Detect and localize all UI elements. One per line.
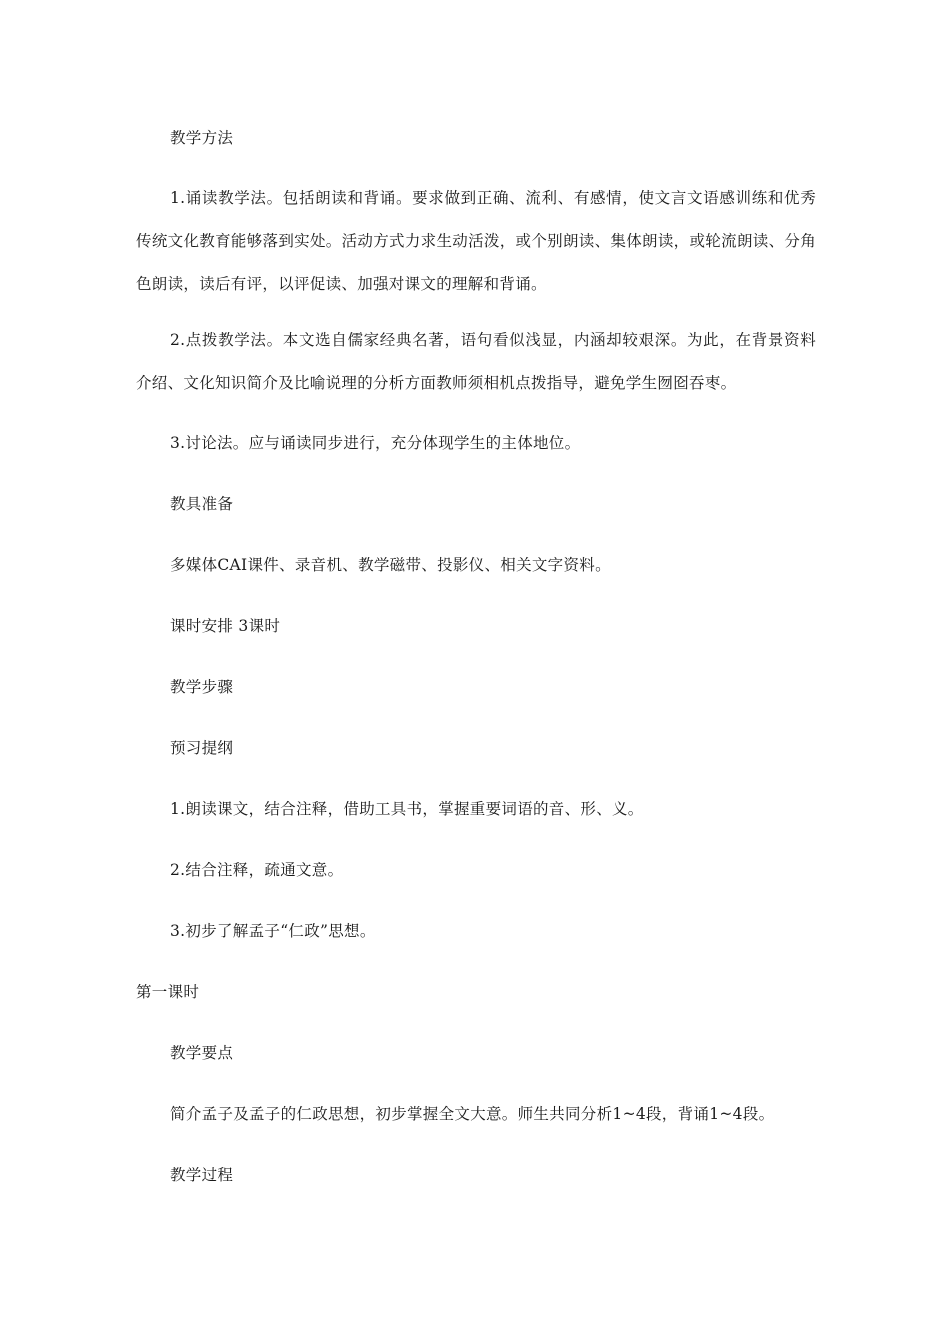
paragraph-teaching-tools: 多媒体CAI课件、录音机、教学磁带、投影仪、相关文字资料。 xyxy=(170,556,611,574)
paragraph-preview-2: 2.结合注释，疏通文意。 xyxy=(170,861,344,879)
paragraph-guidance-method: 2.点拨教学法。本文选自儒家经典名著，语句看似浅显，内涵却较艰深。为此，在背景资料介绍、文化知识简介及比喻说理的分析方面教师须相机点拨指导，避免学生囫囵吞枣。 xyxy=(136,331,816,392)
paragraph-key-points: 简介孟子及孟子的仁政思想，初步掌握全文大意。师生共同分析1~4段，背诵1~4段。 xyxy=(170,1105,775,1123)
paragraph-preview-3: 3.初步了解孟子“仁政”思想。 xyxy=(170,922,376,940)
heading-preview-outline: 预习提纲 xyxy=(170,739,234,757)
heading-lesson-1: 第一课时 xyxy=(136,983,200,1001)
heading-teaching-steps: 教学步骤 xyxy=(170,678,234,696)
heading-teaching-key-points: 教学要点 xyxy=(170,1044,234,1062)
paragraph-recitation-method: 1.诵读教学法。包括朗读和背诵。要求做到正确、流利、有感情，使文言文语感训练和优秀传统文化教育能够落到实处。活动方式力求生动活泼，或个别朗读、集体朗读，或轮流朗读、分角色朗读，读后有评，以评促读、加强对课文的理解和背诵。 xyxy=(136,189,816,293)
paragraph-schedule: 课时安排 3课时 xyxy=(170,617,281,635)
heading-teaching-tools: 教具准备 xyxy=(170,495,234,513)
paragraph-preview-1: 1.朗读课文，结合注释，借助工具书，掌握重要词语的音、形、义。 xyxy=(170,800,644,818)
paragraph-discussion-method: 3.讨论法。应与诵读同步进行，充分体现学生的主体地位。 xyxy=(170,434,581,452)
heading-teaching-process: 教学过程 xyxy=(170,1166,234,1184)
heading-teaching-methods: 教学方法 xyxy=(170,129,234,147)
